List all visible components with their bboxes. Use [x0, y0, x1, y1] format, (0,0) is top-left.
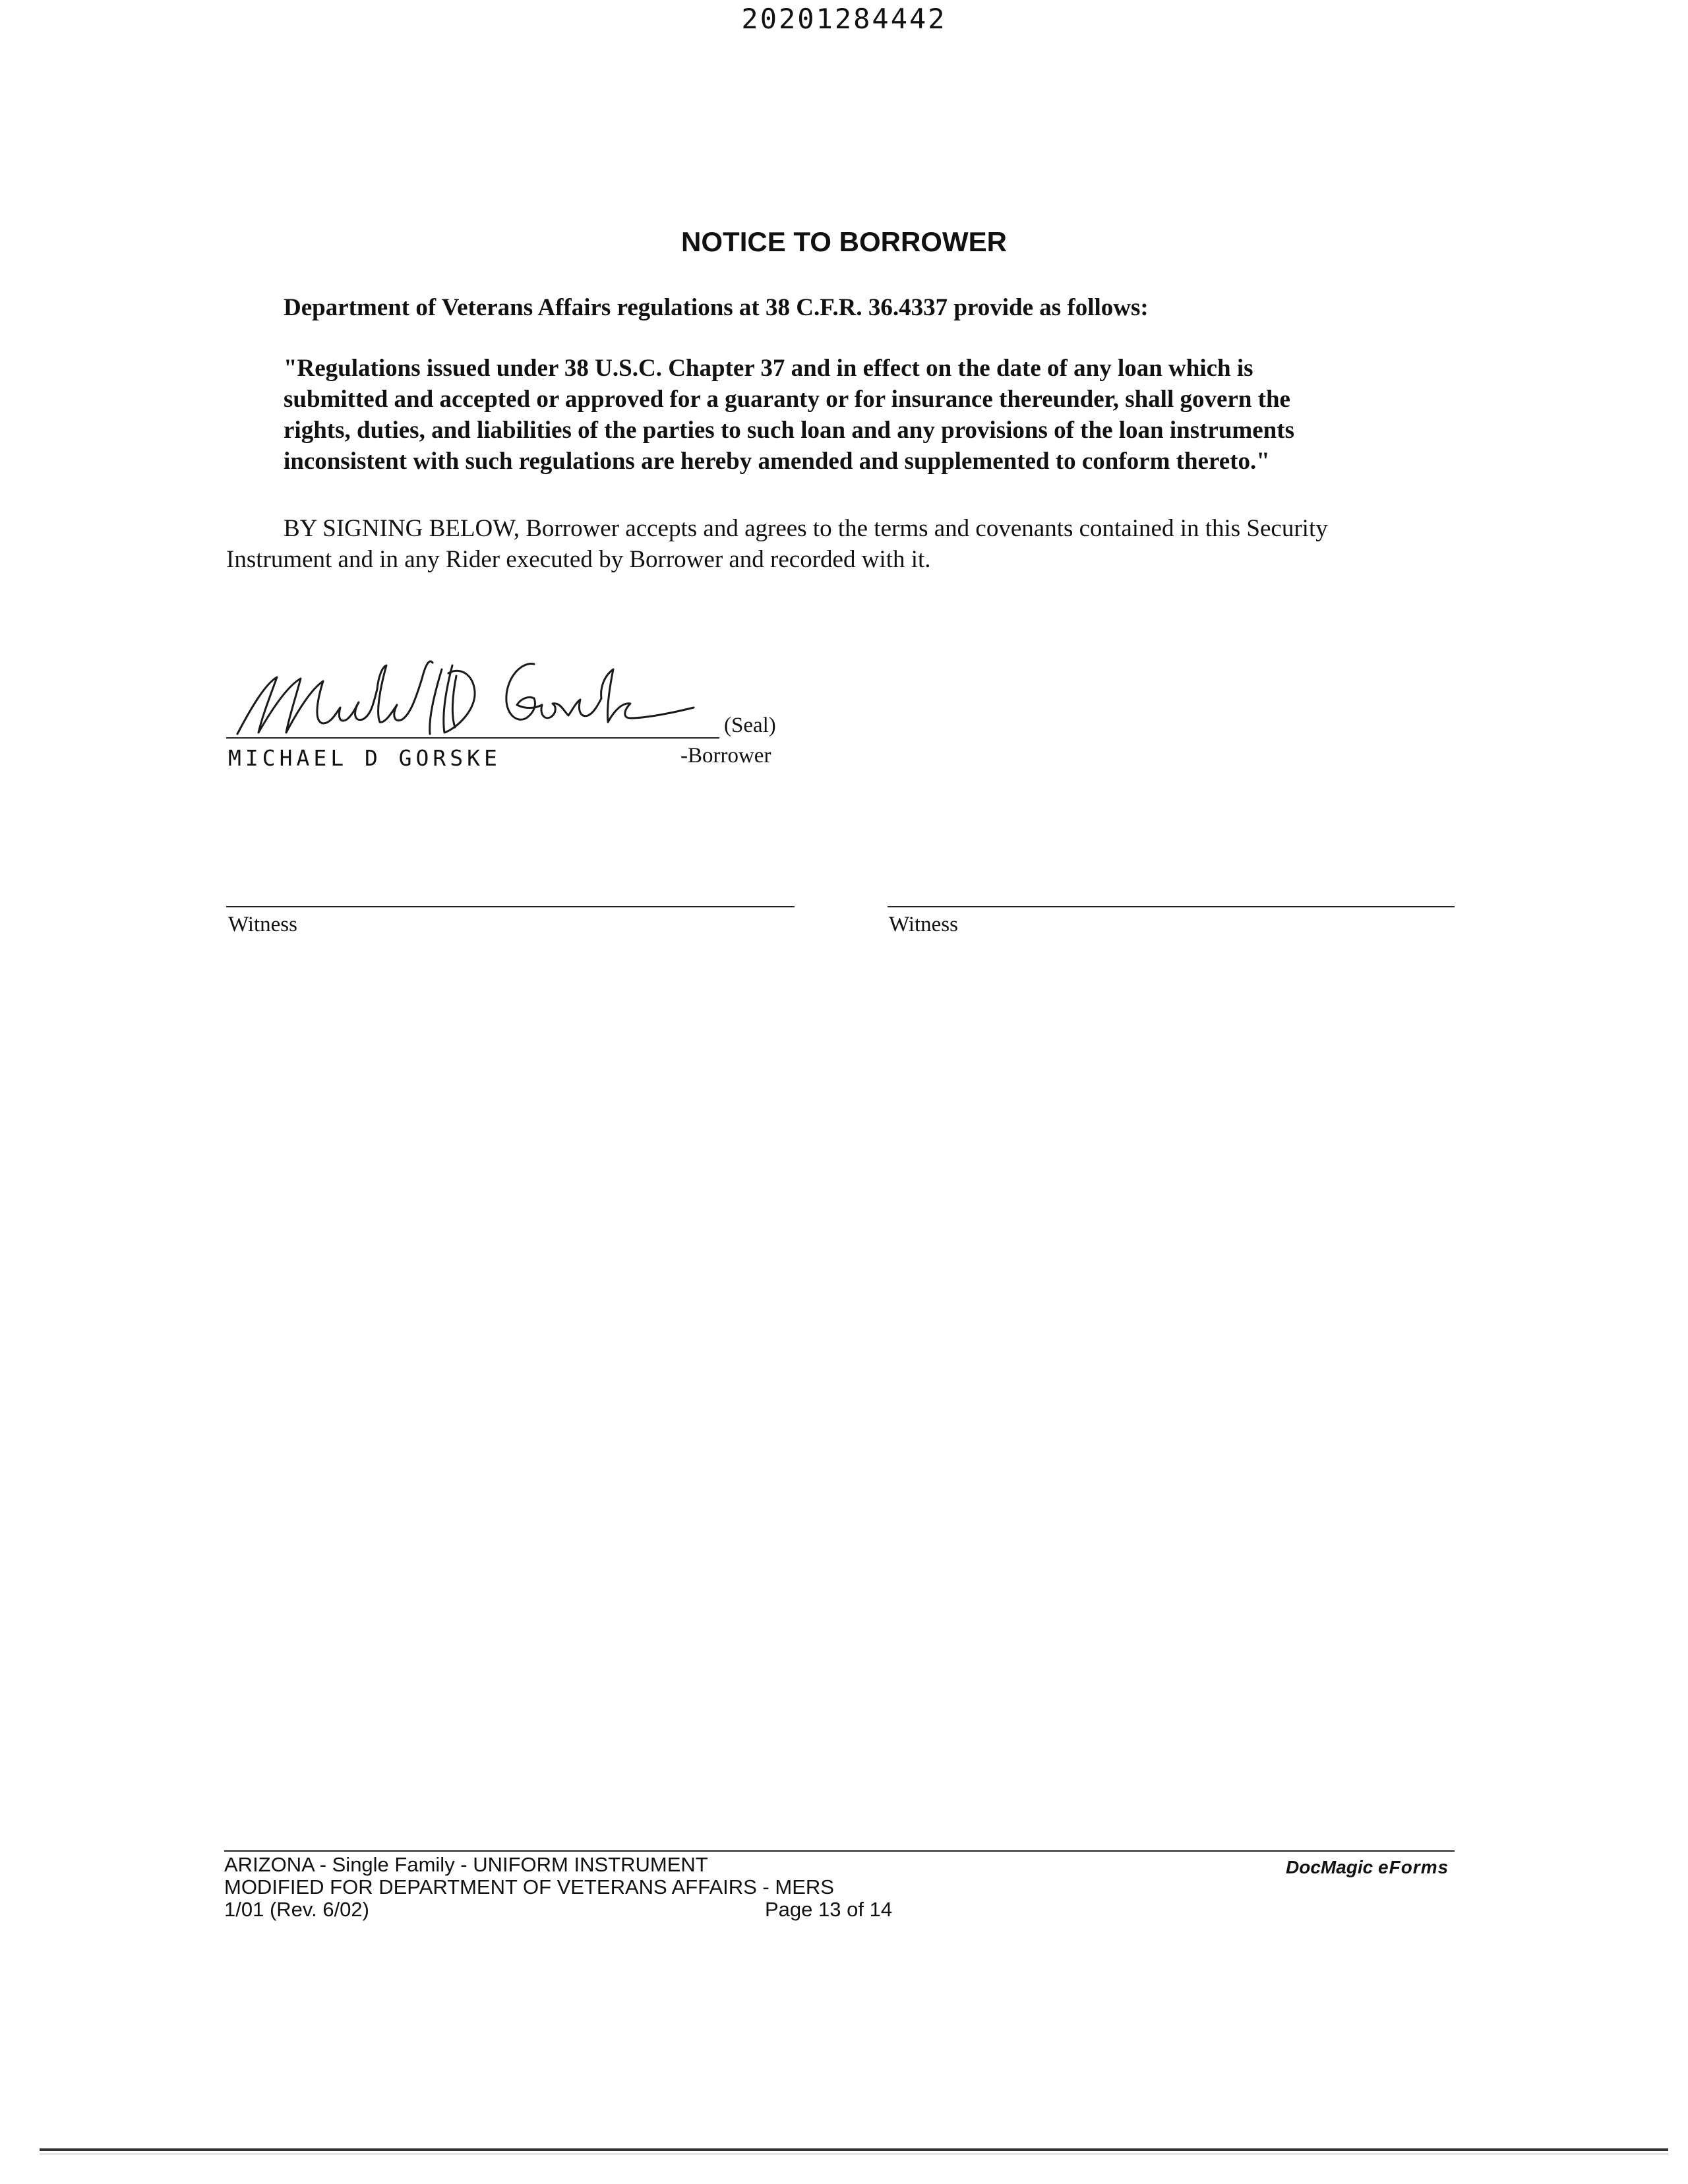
record-number: 20201284442 [741, 3, 947, 35]
quote-line: "Regulations issued under 38 U.S.C. Chapter 37 and in effect on the date of any loan which is [284, 355, 1253, 382]
footer-rule [224, 1850, 1455, 1852]
witness-label-right: Witness [889, 913, 958, 936]
signing-line: BY SIGNING BELOW, Borrower accepts and agrees to the terms and covenants contained in this Security [284, 515, 1328, 542]
signature-line [226, 737, 719, 739]
scan-edge [40, 2148, 1668, 2151]
eforms-brand: eForms [1378, 1857, 1449, 1877]
seal-label: (Seal) [724, 713, 776, 737]
signing-statement [226, 513, 1459, 575]
footer-revision: 1/01 (Rev. 6/02) [224, 1898, 369, 1921]
signing-line: Instrument and in any Rider executed by Borrower and recorded with it. [226, 546, 931, 573]
regulation-intro: Department of Veterans Affairs regulations at 38 C.F.R. 36.4337 provide as follows: [284, 294, 1149, 321]
quote-line: submitted and accepted or approved for a guaranty or for insurance thereunder, shall govern the [284, 386, 1290, 413]
borrower-name: MICHAEL D GORSKE [228, 745, 501, 771]
footer-form-line: MODIFIED FOR DEPARTMENT OF VETERANS AFFAIRS - MERS [224, 1875, 834, 1898]
quote-line: inconsistent with such regulations are hereby amended and supplemented to conform thereto." [284, 448, 1270, 475]
docmagic-logo [1286, 1857, 1449, 1878]
quote-line: rights, duties, and liabilities of the parties to such loan and any provisions of the loan instruments [284, 417, 1294, 444]
borrower-signature [224, 650, 699, 748]
page-number: Page 13 of 14 [765, 1898, 893, 1921]
witness-label-left: Witness [228, 913, 297, 936]
witness-line-left [226, 906, 795, 907]
regulation-quote [284, 353, 1404, 477]
notice-title: NOTICE TO BORROWER [681, 226, 1007, 257]
docmagic-brand: DocMagic [1286, 1857, 1373, 1877]
witness-line-right [888, 906, 1455, 907]
borrower-label: -Borrower [680, 744, 771, 768]
footer-form-line: ARIZONA - Single Family - UNIFORM INSTRUMENT [224, 1853, 708, 1876]
